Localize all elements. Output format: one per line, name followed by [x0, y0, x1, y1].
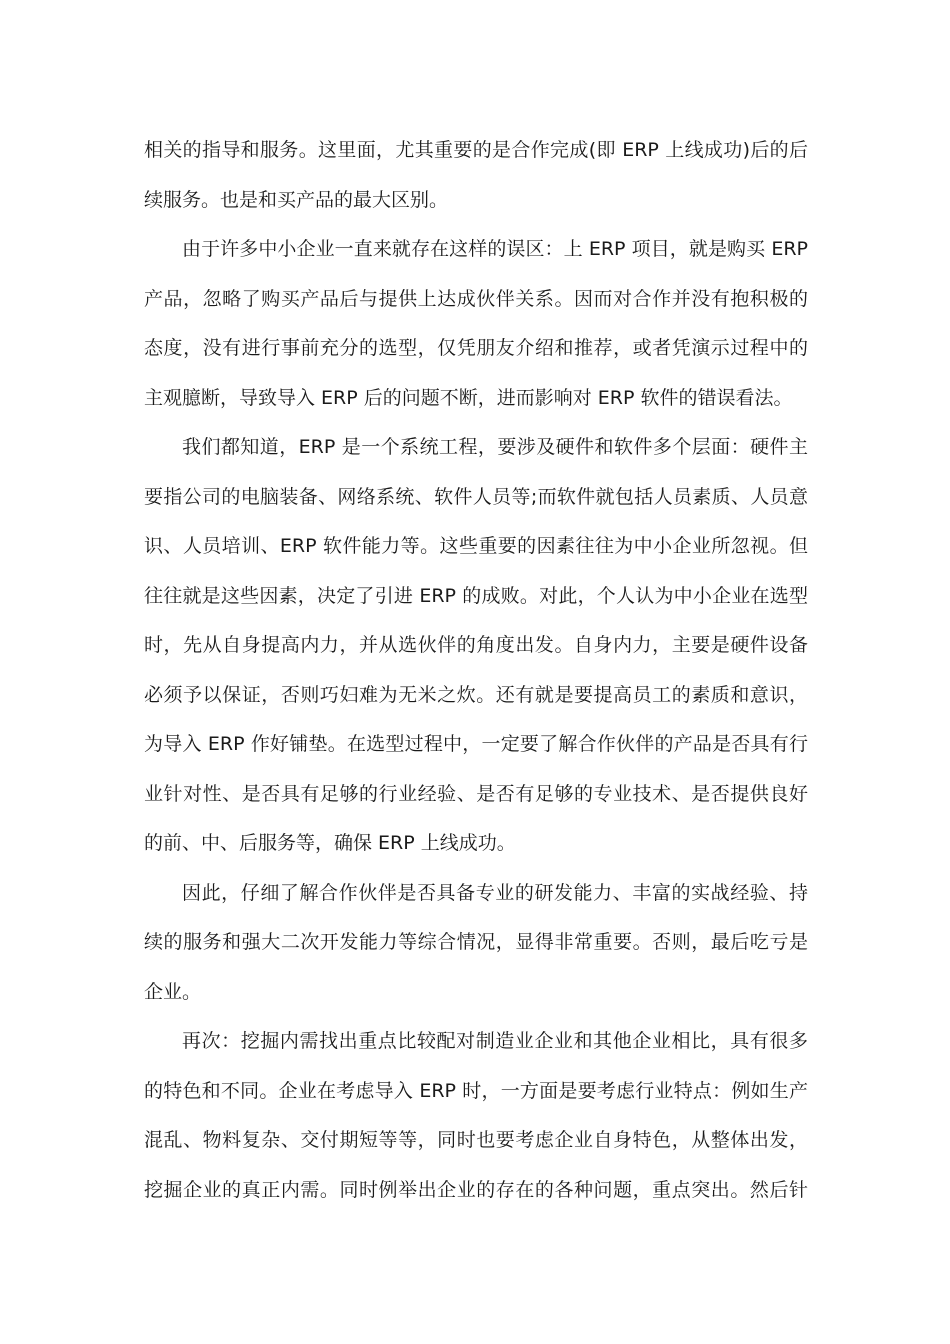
text-line: 相关的指导和服务。这里面，尤其重要的是合作完成(即 ERP 上线成功)后的后: [144, 139, 808, 161]
text-line: 企业。: [144, 980, 202, 1003]
text-line: 再次：挖掘内需找出重点比较配对制造业企业和其他企业相比，具有很多: [182, 1030, 808, 1052]
text-line: 识、人员培训、ERP 软件能力等。这些重要的因素往往为中小企业所忽视。但: [144, 535, 808, 557]
text-line: 要指公司的电脑装备、网络系统、软件人员等;而软件就包括人员素质、人员意: [144, 485, 808, 508]
text-line: 主观臆断，导致导入 ERP 后的问题不断，进而影响对 ERP 软件的错误看法。: [144, 386, 793, 409]
text-line: 续的服务和强大二次开发能力等综合情况，显得非常重要。否则，最后吃亏是: [144, 931, 808, 953]
text-line: 由于许多中小企业一直来就存在这样的误区：上 ERP 项目，就是购买 ERP: [182, 238, 808, 260]
text-line: 我们都知道，ERP 是一个系统工程，要涉及硬件和软件多个层面：硬件主: [182, 436, 808, 458]
paragraph-3: [144, 423, 808, 869]
text-line: 为导入 ERP 作好铺垫。在选型过程中，一定要了解合作伙伴的产品是否具有行: [144, 733, 808, 755]
text-line: 混乱、物料复杂、交付期短等等，同时也要考虑企业自身特色，从整体出发，: [144, 1129, 808, 1151]
text-line: 的前、中、后服务等，确保 ERP 上线成功。: [144, 832, 516, 854]
paragraph-4: [144, 869, 808, 1018]
paragraph-5: [144, 1017, 808, 1215]
paragraph-2: [144, 225, 808, 423]
document-body: [144, 126, 808, 1215]
text-line: 产品，忽略了购买产品后与提供上达成伙伴关系。因而对合作并没有抱积极的: [144, 287, 808, 310]
text-line: 挖掘企业的真正内需。同时例举出企业的存在的各种问题，重点突出。然后针: [144, 1178, 808, 1201]
text-line: 的特色和不同。企业在考虑导入 ERP 时，一方面是要考虑行业特点：例如生产: [144, 1079, 808, 1102]
paragraph-1: [144, 126, 808, 225]
text-line: 态度，没有进行事前充分的选型，仅凭朋友介绍和推荐，或者凭演示过程中的: [144, 337, 808, 359]
text-line: 往往就是这些因素，决定了引进 ERP 的成败。对此，个人认为中小企业在选型: [144, 584, 808, 607]
text-line: 时，先从自身提高内力，并从选伙伴的角度出发。自身内力，主要是硬件设备: [144, 634, 808, 656]
text-line: 业针对性、是否具有足够的行业经验、是否有足够的专业技术、是否提供良好: [144, 782, 808, 805]
text-line: 必须予以保证，否则巧妇难为无米之炊。还有就是要提高员工的素质和意识，: [144, 683, 808, 706]
text-line: 续服务。也是和买产品的最大区别。: [144, 188, 449, 211]
text-line: 因此，仔细了解合作伙伴是否具备专业的研发能力、丰富的实战经验、持: [182, 881, 808, 904]
